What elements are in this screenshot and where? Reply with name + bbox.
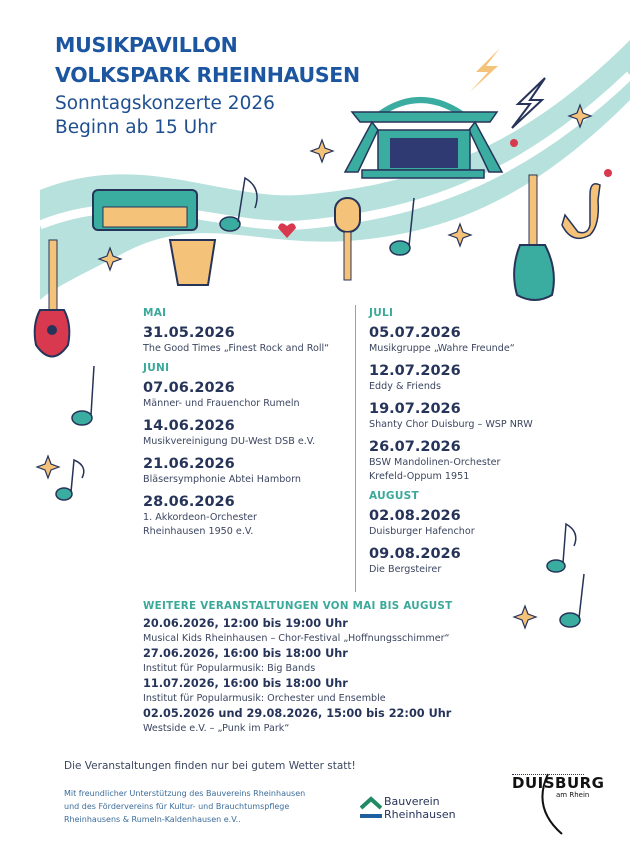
concert-date: 31.05.2026 <box>143 325 235 341</box>
support-text <box>64 787 305 826</box>
concert-performer: Bläsersymphonie Abtei Hamborn <box>143 474 302 485</box>
concert-date: 05.07.2026 <box>369 325 461 341</box>
concert-performer: BSW Mandolinen-Orchester <box>369 457 501 468</box>
concert-entry <box>143 417 353 449</box>
concert-performer: Eddy & Friends <box>369 381 441 392</box>
duisburg-logo <box>512 768 605 838</box>
more-event-desc: Institut für Popularmusik: Orchester und Ensemble <box>143 693 386 704</box>
month-label: JUNI <box>143 362 170 374</box>
title-line-1: MUSIKPAVILLON <box>55 33 238 57</box>
concert-performer: Musikgruppe „Wahre Freunde“ <box>369 343 515 354</box>
electric-guitar-icon <box>514 175 554 300</box>
title-line-2: VOLKSPARK RHEINHAUSEN <box>55 63 360 87</box>
more-event-date: 20.06.2026, 12:00 bis 19:00 Uhr <box>143 617 348 630</box>
concert-entry <box>143 324 353 356</box>
subtitle-line-2: Beginn ab 15 Uhr <box>55 117 217 138</box>
drum-icon <box>170 240 215 285</box>
weather-note: Die Veranstaltungen finden nur bei gutem Wetter statt! <box>64 760 356 772</box>
concert-entry <box>369 324 579 356</box>
concert-date: 09.08.2026 <box>369 546 461 562</box>
duisburg-arc-icon <box>532 768 572 838</box>
concert-date: 14.06.2026 <box>143 418 235 434</box>
duisburg-sub: am Rhein <box>556 791 590 799</box>
more-event-entry <box>143 616 483 646</box>
concert-entry <box>369 438 579 484</box>
more-events-section <box>143 600 483 736</box>
concert-date: 28.06.2026 <box>143 494 235 510</box>
month-label: AUGUST <box>369 490 419 502</box>
support-line: und des Fördervereins für Kultur- und Brauchtumspflege <box>64 802 290 811</box>
concert-entry <box>369 400 579 432</box>
concert-performer: Duisburger Hafenchor <box>369 526 475 537</box>
concert-performer: Die Bergsteirer <box>369 564 442 575</box>
more-event-desc: Institut für Popularmusik: Big Bands <box>143 663 316 674</box>
concert-date: 07.06.2026 <box>143 380 235 396</box>
concert-performer: 1. Akkordeon-Orchester <box>143 512 258 523</box>
concert-entry <box>143 455 353 487</box>
concert-entry <box>369 507 579 539</box>
schedule-right-column <box>369 307 579 583</box>
lightning-icon <box>470 48 500 92</box>
subtitle-line-1: Sonntagskonzerte 2026 <box>55 93 275 114</box>
more-event-desc: Westside e.V. – „Punk im Park“ <box>143 723 290 734</box>
concert-date: 26.07.2026 <box>369 439 461 455</box>
concert-performer: Shanty Chor Duisburg – WSP NRW <box>369 419 533 430</box>
concert-entry <box>143 493 353 539</box>
column-divider <box>355 305 356 592</box>
music-note-icon <box>72 366 94 425</box>
bauverein-house-icon <box>360 796 382 822</box>
schedule-left-column <box>143 307 353 545</box>
bauverein-name: Rheinhausen <box>384 808 456 821</box>
more-events-heading: WEITERE VERANSTALTUNGEN VON MAI BIS AUGUST <box>143 600 453 612</box>
concert-date: 02.08.2026 <box>369 508 461 524</box>
support-line: Mit freundlicher Unterstützung des Bauvereins Rheinhausen <box>64 789 306 798</box>
more-event-entry <box>143 706 483 736</box>
support-line: Rheinhausens & Rumeln-Kaldenhausen e.V.. <box>64 815 241 824</box>
bauverein-name: Bauverein <box>384 795 440 808</box>
more-event-entry <box>143 646 483 676</box>
concert-entry <box>369 545 579 577</box>
more-event-entry <box>143 676 483 706</box>
music-note-icon <box>56 460 84 500</box>
concert-date: 21.06.2026 <box>143 456 235 472</box>
concert-entry <box>369 362 579 394</box>
duisburg-name: DUISBURG <box>512 774 605 792</box>
concert-performer-line2: Rheinhausen 1950 e.V. <box>143 526 254 537</box>
concert-performer-line2: Krefeld-Oppum 1951 <box>369 471 470 482</box>
month-label: MAI <box>143 307 167 319</box>
keyboard-icon <box>93 190 197 230</box>
more-event-date: 02.05.2026 und 29.08.2026, 15:00 bis 22:00 Uhr <box>143 707 452 720</box>
more-event-date: 11.07.2026, 16:00 bis 18:00 Uhr <box>143 677 348 690</box>
more-event-desc: Musical Kids Rheinhausen – Chor-Festival „Hoffnungsschimmer“ <box>143 633 450 644</box>
bauverein-logo <box>360 795 456 826</box>
concert-date: 19.07.2026 <box>369 401 461 417</box>
concert-performer: The Good Times „Finest Rock and Roll“ <box>143 343 330 354</box>
month-label: JULI <box>369 307 394 319</box>
concert-performer: Männer- und Frauenchor Rumeln <box>143 398 300 409</box>
more-event-date: 27.06.2026, 16:00 bis 18:00 Uhr <box>143 647 348 660</box>
saxophone-icon <box>562 184 600 239</box>
concert-entry <box>143 379 353 411</box>
concert-performer: Musikvereinigung DU-West DSB e.V. <box>143 436 316 447</box>
concert-date: 12.07.2026 <box>369 363 461 379</box>
